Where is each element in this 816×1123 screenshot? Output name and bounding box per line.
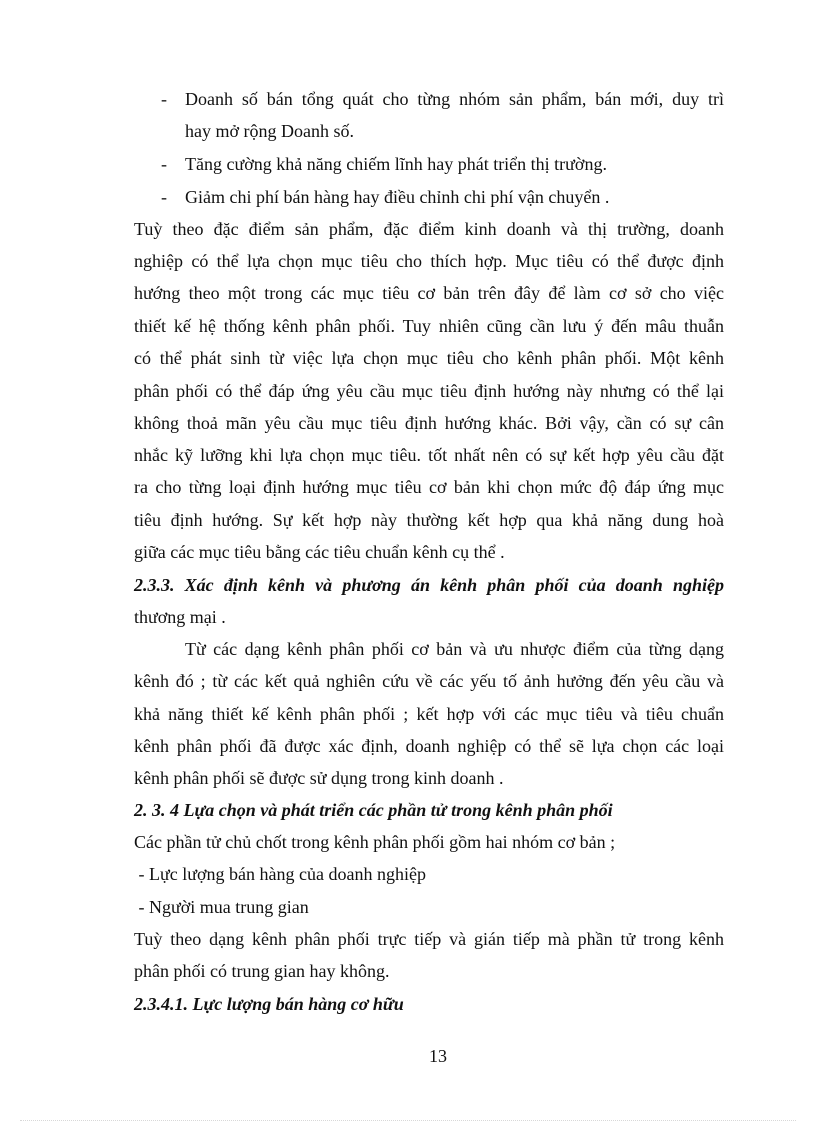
paragraph-line: ra cho từng loại định hướng mục tiêu cơ bản khi chọn mức độ đáp ứng mục <box>134 477 724 497</box>
paragraph-line: Tuỳ theo đặc điểm sản phẩm, đặc điểm kinh doanh và thị trường, doanh <box>134 219 724 239</box>
paragraph-line: hướng theo một trong các mục tiêu cơ bản trên đây để làm cơ sở cho việc <box>134 283 724 303</box>
paragraph-line: kênh phân phối sẽ được sử dụng trong kinh doanh . <box>134 768 504 788</box>
paragraph-line: nghiệp có thể lựa chọn mục tiêu cho thích hợp. Mục tiêu có thể được định <box>134 251 724 271</box>
bullet-text-line: Doanh số bán tổng quát cho từng nhóm sản phẩm, bán mới, duy trì <box>185 89 724 109</box>
section-heading-continuation: thương mại . <box>134 607 226 627</box>
bullet-dash: - <box>161 89 167 109</box>
page-bottom-divider <box>20 1120 796 1121</box>
paragraph-line: có thể phát sinh từ việc lựa chọn mục tiêu cho kênh phân phối. Một kênh <box>134 348 724 368</box>
list-item: - Lực lượng bán hàng của doanh nghiệp <box>134 864 426 884</box>
paragraph-line: không thoả mãn yêu cầu mục tiêu định hướng khác. Bởi vậy, cần có sự cân <box>134 413 724 433</box>
paragraph-line: phân phối có thể đáp ứng yêu cầu mục tiêu định hướng này nhưng có thể lại <box>134 381 724 401</box>
paragraph-line: Các phần tử chủ chốt trong kênh phân phối gồm hai nhóm cơ bản ; <box>134 832 616 852</box>
paragraph-line: thiết kế hệ thống kênh phân phối. Tuy nhiên cũng cần lưu ý đến mâu thuẫn <box>134 316 724 336</box>
section-heading: 2.3.3. Xác định kênh và phương án kênh phân phối của doanh nghiệp <box>134 575 724 595</box>
list-item: - Người mua trung gian <box>134 897 309 917</box>
bullet-dash: - <box>161 154 167 174</box>
paragraph-line: kênh đó ; từ các kết quả nghiên cứu về các yếu tố ảnh hưởng đến yêu cầu và <box>134 671 724 691</box>
paragraph-line: khả năng thiết kế kênh phân phối ; kết hợp với các mục tiêu và tiêu chuẩn <box>134 704 724 724</box>
paragraph-line: Tuỳ theo dạng kênh phân phối trực tiếp và gián tiếp mà phần tử trong kênh <box>134 929 724 949</box>
paragraph-line: tiêu định hướng. Sự kết hợp này thường kết hợp qua khả năng dung hoà <box>134 510 724 530</box>
bullet-text-line: Tăng cường khả năng chiếm lĩnh hay phát triển thị trường. <box>185 154 607 174</box>
page-number: 13 <box>429 1046 447 1066</box>
paragraph-line: giữa các mục tiêu bằng các tiêu chuẩn kênh cụ thể . <box>134 542 505 562</box>
bullet-text-line: hay mở rộng Doanh số. <box>185 121 354 141</box>
subsection-heading: 2.3.4.1. Lực lượng bán hàng cơ hữu <box>134 994 404 1014</box>
paragraph-line: phân phối có trung gian hay không. <box>134 961 390 981</box>
section-heading: 2. 3. 4 Lựa chọn và phát triển các phần tử trong kênh phân phối <box>134 800 613 820</box>
bullet-dash: - <box>161 187 167 207</box>
paragraph-line: kênh phân phối đã được xác định, doanh nghiệp có thể sẽ lựa chọn các loại <box>134 736 724 756</box>
paragraph-line: Từ các dạng kênh phân phối cơ bản và ưu nhược điểm của từng dạng <box>185 639 724 659</box>
paragraph-line: nhắc kỹ lưỡng khi lựa chọn mục tiêu. tốt nhất nên có sự kết hợp yêu cầu đặt <box>134 445 724 465</box>
bullet-text-line: Giảm chi phí bán hàng hay điều chỉnh chi phí vận chuyển . <box>185 187 610 207</box>
